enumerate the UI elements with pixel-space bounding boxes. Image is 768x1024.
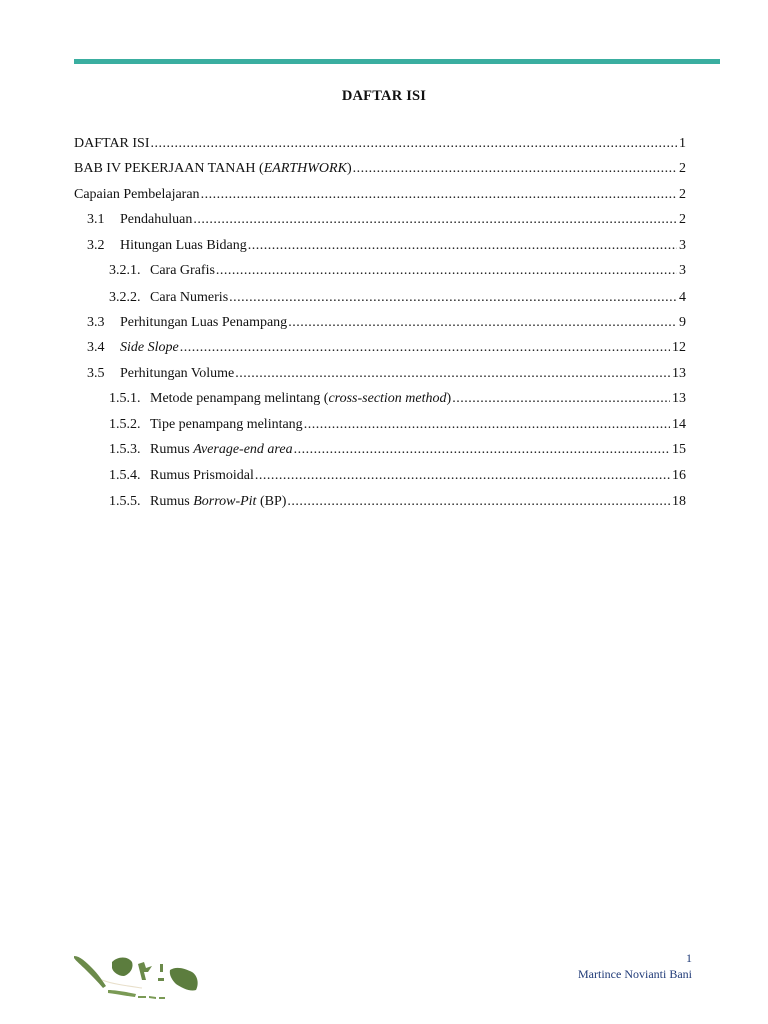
toc-entry-number: 1.5.4. <box>109 468 141 483</box>
toc-entry-number: 1.5.5. <box>109 494 141 509</box>
toc-dot-leader <box>287 494 670 510</box>
toc-entry-number: 3.5 <box>87 366 105 381</box>
toc-entry-number: 1.5.2. <box>109 417 141 432</box>
toc-entry-title-part: Metode penampang melintang ( <box>150 391 329 406</box>
toc-dot-leader <box>255 468 670 484</box>
toc-dot-leader <box>452 391 670 407</box>
toc-dot-leader <box>353 161 677 177</box>
toc-entry-number: 3.2.2. <box>109 290 141 305</box>
toc-entry-page: 3 <box>679 238 686 253</box>
toc-entry-number: 1.5.1. <box>109 391 141 406</box>
toc-dot-leader <box>288 315 677 331</box>
footer-page-number: 1 <box>686 951 692 965</box>
toc-entry-title <box>120 366 234 382</box>
toc-entry-title <box>150 391 451 407</box>
toc-entry-page: 18 <box>672 494 686 509</box>
toc-entry-title <box>74 161 352 177</box>
toc-entry[interactable] <box>74 468 686 490</box>
toc-entry-title <box>74 187 200 203</box>
toc-entry[interactable] <box>74 212 686 234</box>
toc-entry-page: 14 <box>672 417 686 432</box>
toc-entry-number: 3.2.1. <box>109 263 141 278</box>
toc-entry-title <box>74 136 150 152</box>
header-divider <box>74 59 720 64</box>
toc-entry[interactable] <box>74 391 686 413</box>
toc-entry-title-part: DAFTAR ISI <box>74 136 150 151</box>
toc-entry-title <box>150 417 303 433</box>
toc-entry[interactable] <box>74 366 686 388</box>
toc-entry-title <box>120 212 192 228</box>
toc-entry-title-part: Average-end area <box>193 442 293 457</box>
toc-entry-page: 9 <box>679 315 686 330</box>
toc-dot-leader <box>216 263 677 279</box>
toc-entry-title <box>150 290 228 306</box>
toc-entry-title-part: Rumus <box>150 442 194 457</box>
toc-entry[interactable] <box>74 187 686 209</box>
toc-entry-title-part: Tipe penampang melintang <box>150 417 303 432</box>
toc-entry-title-part: ) <box>446 391 452 406</box>
indonesia-map-icon <box>72 950 200 1004</box>
toc-entry-title <box>120 238 247 254</box>
page-title: DAFTAR ISI <box>341 88 427 104</box>
toc-entry-title-part: Rumus <box>150 494 194 509</box>
toc-entry-title <box>120 340 179 356</box>
toc-entry-page: 2 <box>679 161 686 176</box>
toc-entry-title <box>150 442 293 458</box>
toc-dot-leader <box>235 366 670 382</box>
toc-dot-leader <box>180 340 670 356</box>
toc-entry-title-part: Pendahuluan <box>120 212 193 227</box>
toc-entry[interactable] <box>74 238 686 260</box>
toc-entry-number: 3.4 <box>87 340 105 355</box>
toc-entry-number: 1.5.3. <box>109 442 141 457</box>
toc-dot-leader <box>248 238 677 254</box>
toc-entry-title-part: Hitungan Luas Bidang <box>120 238 247 253</box>
toc-dot-leader <box>151 136 678 152</box>
toc-entry-title-part: Borrow-Pit <box>193 494 257 509</box>
toc-entry-title <box>150 468 254 484</box>
toc-entry-page: 2 <box>679 212 686 227</box>
toc-entry-title-part: cross-section method <box>328 391 447 406</box>
toc-entry-title <box>150 494 286 510</box>
toc-entry[interactable] <box>74 136 686 158</box>
toc-entry-page: 1 <box>679 136 686 151</box>
toc-entry-page: 3 <box>679 263 686 278</box>
toc-entry[interactable] <box>74 494 686 516</box>
footer-author: Martince Novianti Bani <box>578 967 692 981</box>
toc-entry[interactable] <box>74 263 686 285</box>
toc-dot-leader <box>304 417 670 433</box>
toc-entry-page: 12 <box>672 340 686 355</box>
toc-entry-title-part: BAB IV PEKERJAAN TANAH ( <box>74 161 264 176</box>
toc-entry-title-part: (BP) <box>256 494 287 509</box>
toc-entry[interactable] <box>74 315 686 337</box>
toc-entry[interactable] <box>74 290 686 312</box>
toc-entry[interactable] <box>74 340 686 362</box>
toc-entry-page: 15 <box>672 442 686 457</box>
toc-dot-leader <box>294 442 670 458</box>
toc-entry-page: 16 <box>672 468 686 483</box>
toc-entry-title-part: Rumus Prismoidal <box>150 468 254 483</box>
toc-dot-leader <box>229 290 677 306</box>
toc-entry-number: 3.1 <box>87 212 105 227</box>
toc-entry-title-part: Perhitungan Volume <box>120 366 235 381</box>
toc-entry-page: 2 <box>679 187 686 202</box>
toc-entry-title-part: Perhitungan Luas Penampang <box>120 315 288 330</box>
toc-entry-title-part: Capaian Pembelajaran <box>74 187 200 202</box>
toc-entry-title-part: ) <box>346 161 352 176</box>
toc-entry-title <box>150 263 215 279</box>
toc-entry-number: 3.2 <box>87 238 105 253</box>
toc-entry-page: 13 <box>672 366 686 381</box>
toc-entry[interactable] <box>74 442 686 464</box>
toc-entry-title-part: EARTHWORK <box>263 161 347 176</box>
toc-dot-leader <box>193 212 677 228</box>
toc-entry-title-part: Cara Grafis <box>150 263 215 278</box>
toc-entry[interactable] <box>74 161 686 183</box>
toc-dot-leader <box>201 187 677 203</box>
toc-entry[interactable] <box>74 417 686 439</box>
toc-entry-page: 13 <box>672 391 686 406</box>
toc-entry-title-part: Cara Numeris <box>150 290 229 305</box>
toc-entry-title-part: Side Slope <box>120 340 179 355</box>
toc-entry-page: 4 <box>679 290 686 305</box>
toc-entry-number: 3.3 <box>87 315 105 330</box>
toc-entry-title <box>120 315 287 331</box>
